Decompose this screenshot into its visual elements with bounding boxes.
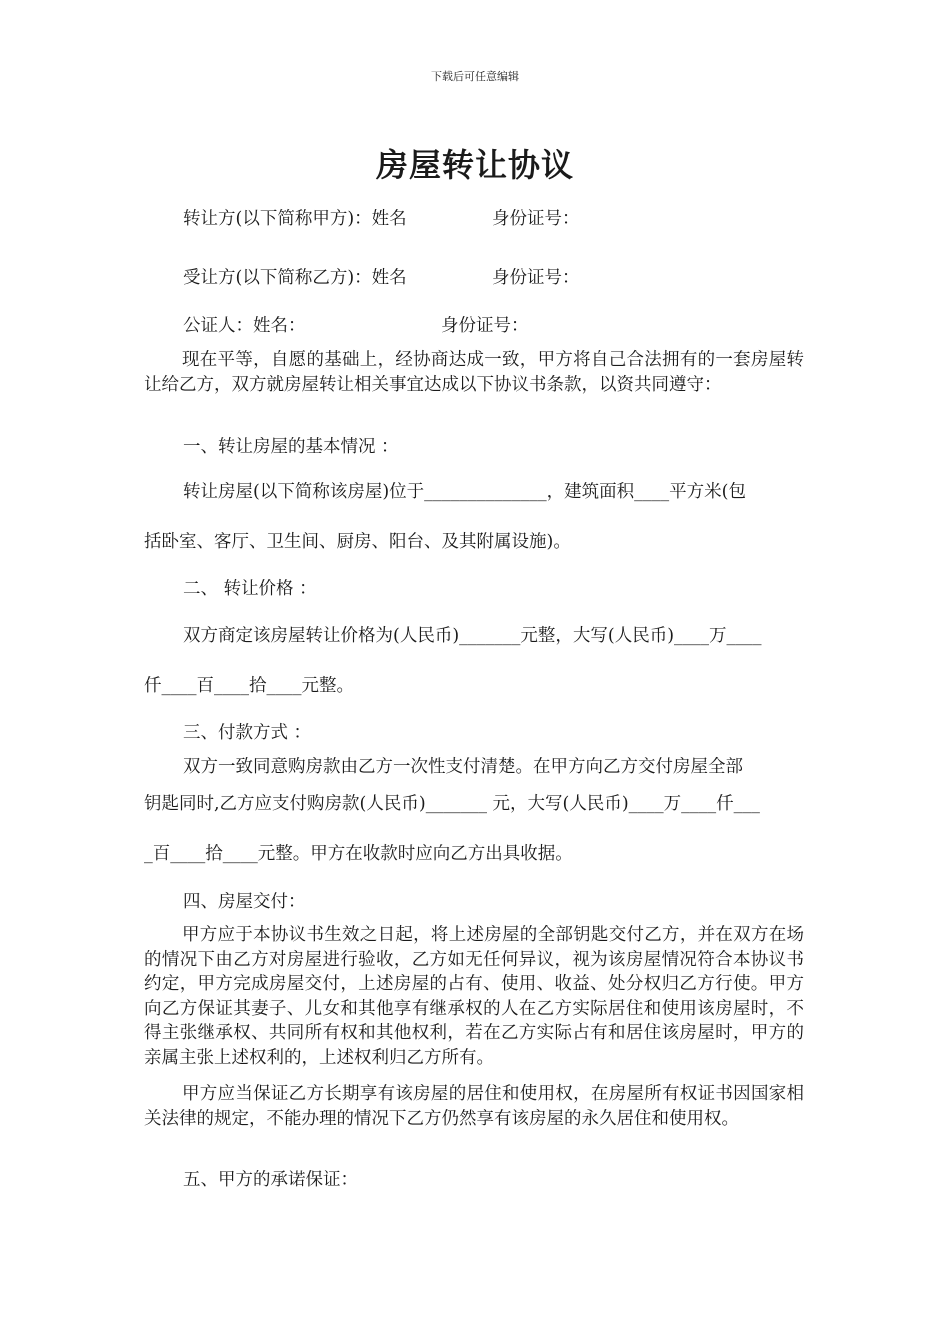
- section1-heading: 一、转让房屋的基本情况 ：: [183, 437, 399, 457]
- header-note: 下载后可任意编辑: [431, 70, 519, 83]
- section5-heading: 五、甲方的承诺保证：: [183, 1170, 358, 1190]
- section2-line1: 双方商定该房屋转让价格为(人民币)_______元整，大写(人民币)____万____: [183, 626, 762, 646]
- notary-id-label: 身份证号：: [441, 316, 529, 336]
- section4-paragraph1: 甲方应于本协议书生效之日起，将上述房屋的全部钥匙交付乙方，并在双方在场的情况下由乙方对房屋进行验收，乙方如无任何异议，视为该房屋情况符合本协议书约定，甲方完成房屋交付，上述房屋的占有、使用、收益、处分权归乙方行使。甲方向乙方保证其妻子、儿女和其他享有继承权的人在乙方实际居住和使用该房屋时，不得主张继承权、共同所有权和其他权利，若在乙方实际占有和居住该房屋时，甲方的亲属主张上述权利的，上述权利归乙方所有。: [144, 925, 804, 1068]
- document-title: 房屋转让协议: [375, 146, 574, 184]
- section3-line3: _百____拾____元整。甲方在收款时应向乙方出具收据。: [144, 844, 573, 864]
- section2-heading: 二、 转让价格 ：: [183, 579, 317, 599]
- section1-line1: 转让房屋(以下简称该房屋)位于______________，建筑面积____平方米(包: [183, 482, 746, 502]
- section4-heading: 四、房屋交付：: [183, 892, 306, 912]
- transferee-name-label: 受让方(以下简称乙方)：姓名: [183, 268, 407, 288]
- section3-heading: 三、付款方式 ：: [183, 723, 312, 743]
- preamble-paragraph: 现在平等，自愿的基础上，经协商达成一致，甲方将自己合法拥有的一套房屋转让给乙方，双方就房屋转让相关事宜达成以下协议书条款，以资共同遵守：: [144, 350, 804, 395]
- notary-name-label: 公证人：姓名：: [183, 316, 306, 336]
- section3-line1: 双方一致同意购房款由乙方一次性支付清楚。在甲方向乙方交付房屋全部: [183, 757, 743, 777]
- transferor-name-label: 转让方(以下简称甲方)：姓名: [183, 209, 407, 229]
- section4-paragraph2: 甲方应当保证乙方长期享有该房屋的居住和使用权，在房屋所有权证书因国家相关法律的规定，不能办理的情况下乙方仍然享有该房屋的永久居住和使用权。: [144, 1084, 804, 1129]
- section1-line2: 括卧室、客厅、卫生间、厨房、阳台、及其附属设施)。: [144, 532, 571, 552]
- transferee-id-label: 身份证号：: [492, 268, 580, 288]
- section3-line2: 钥匙同时,乙方应支付购房款(人民币)_______ 元，大写(人民币)____万____仟___: [144, 794, 760, 814]
- transferor-id-label: 身份证号：: [492, 209, 580, 229]
- section2-line2: 仟____百____拾____元整。: [144, 676, 354, 696]
